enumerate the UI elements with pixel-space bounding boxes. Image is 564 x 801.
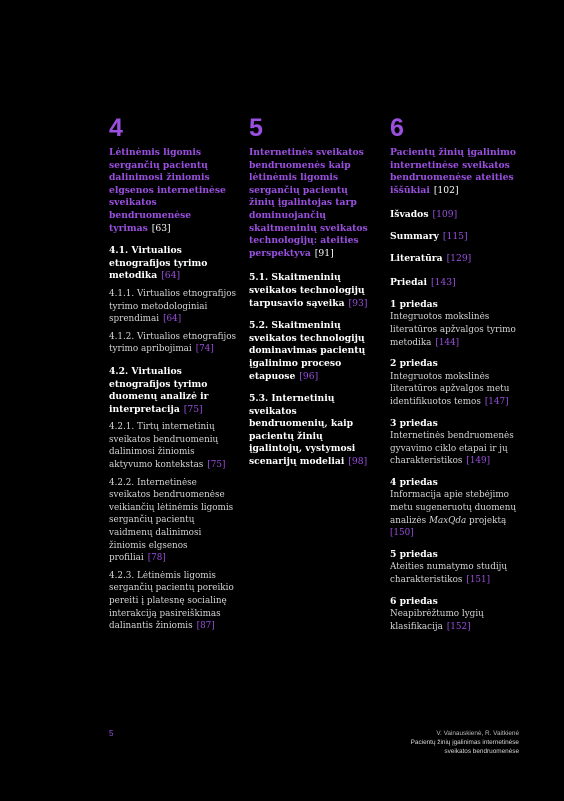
toc-column-chapter-4 — [109, 114, 239, 633]
toc-column-chapter-5 — [249, 114, 374, 469]
footer-title-line-1: Pacientų žinių įgalinimas internetinėse — [410, 739, 519, 746]
page-ref: [144] — [435, 337, 460, 348]
page-ref: [96] — [299, 370, 319, 382]
page-ref: [78] — [147, 553, 166, 564]
page-ref: [74] — [195, 344, 214, 355]
conclusions-link[interactable]: Išvados [109] — [390, 209, 458, 221]
appendix-entry[interactable]: Integruotos mokslinės literatūros apžvalgos tyrimo metodika [144] — [390, 312, 516, 348]
appendix-heading: 3 priedas — [390, 417, 438, 429]
page-ref: [93] — [348, 297, 368, 309]
summary-link[interactable]: Summary [115] — [390, 230, 468, 242]
subsection-title[interactable]: 4.2.1. Tirtų internetinių sveikatos bendruomenių dalinimosi žiniomis aktyvumo kontekstas [75] — [109, 422, 226, 471]
appendix-entry[interactable]: Ateities numatymo studijų charakteristikos [151] — [390, 562, 508, 586]
page-ref: [98] — [348, 456, 368, 468]
footer-authors: V. Vainauskienė, R. Vaitkienė — [436, 730, 519, 737]
page-ref: [102] — [433, 184, 459, 196]
page-ref: [63] — [151, 222, 171, 234]
chapter-title[interactable]: Pacientų žinių įgalinimo internetinėse sveikatos bendruomenėse ateities iššūkiai [102] — [390, 147, 516, 196]
page-ref: [152] — [446, 621, 471, 632]
subsection-title[interactable]: 4.2.2. Internetinėse sveikatos bendruomenėse veikiančių lėtinėmis ligomis sergančių pacientų vaidmenų dalinimosi žiniomis elgsenos profiliai [78] — [109, 477, 234, 564]
page-ref: [115] — [442, 230, 468, 242]
software-name: MaxQda — [428, 515, 467, 526]
section-title[interactable]: 5.1. Skaitmeninių sveikatos technologijų tarpusavio sąveika [93] — [249, 272, 368, 309]
subsection-title[interactable]: 4.1.2. Virtualios etnografijos tyrimo apribojimai [74] — [109, 331, 237, 355]
page-ref: [147] — [484, 396, 509, 407]
page-ref: [151] — [466, 575, 491, 586]
appendix-entry[interactable]: Informacija apie stebėjimo metu sugeneruotų duomenų analizės MaxQda projektą [150] — [390, 490, 517, 539]
footer-title-line-2: sveikatos bendruomenėse — [444, 748, 519, 755]
chapter-number: 5 — [249, 114, 263, 142]
appendix-heading: 1 priedas — [390, 298, 438, 310]
toc-column-chapter-6 — [390, 114, 520, 633]
appendix-entry[interactable]: Internetinės bendruomenės gyvavimo ciklo etapai ir jų charakteristikos [149] — [390, 431, 514, 467]
page-ref: [150] — [390, 528, 414, 539]
page-ref: [87] — [196, 621, 215, 632]
page-ref: [64] — [163, 314, 182, 325]
appendices-heading[interactable]: Priedai [143] — [390, 277, 456, 289]
page-ref: [143] — [430, 277, 456, 289]
page-ref: [149] — [466, 456, 491, 467]
appendix-heading: 4 priedas — [390, 476, 438, 488]
page-ref: [91] — [314, 247, 334, 259]
chapter-title[interactable]: Lėtinėmis ligomis sergančių pacientų dalinimosi žiniomis elgsenos internetinėse sveikatos bendruomenėse tyrimas [63] — [109, 147, 226, 234]
chapter-number: 4 — [109, 114, 123, 142]
page-ref: [64] — [161, 270, 181, 282]
section-title[interactable]: 5.3. Internetinių sveikatos bendruomenių, kaip pacientų žinių įgalintojų, vystymosi scenarijų modeliai [98] — [249, 393, 368, 468]
chapter-number: 6 — [390, 114, 404, 142]
appendix-entry[interactable]: Neapibrėžtumo lygių klasifikacija [152] — [390, 609, 484, 632]
page-ref: [75] — [207, 460, 226, 471]
literature-link[interactable]: Literatūra [129] — [390, 252, 472, 264]
appendix-heading: 2 priedas — [390, 358, 438, 370]
appendix-heading: 5 priedas — [390, 548, 438, 560]
page-ref: [109] — [432, 209, 458, 221]
page-number: 5 — [109, 729, 114, 738]
running-footer — [411, 729, 519, 756]
section-title[interactable]: 5.2. Skaitmeninių sveikatos technologijų dominavimas pacientų įgalinimo proceso etapuose [96] — [249, 320, 366, 382]
page-ref: [129] — [446, 252, 472, 264]
subsection-title[interactable]: 4.1.1. Virtualios etnografijos tyrimo metodologiniai sprendimai [64] — [109, 288, 237, 325]
appendix-entry[interactable]: Integruotos mokslinės literatūros apžvalgos metu identifikuotos temos [147] — [390, 371, 510, 407]
page-ref: [75] — [183, 403, 203, 415]
chapter-title[interactable]: Internetinės sveikatos bendruomenės kaip lėtinėmis ligomis sergančių pacientų žinių įgalintojas tarp dominuojančių skaitmeninių sveikatos technologijų: ateities perspektyva [91] — [249, 147, 368, 259]
section-title[interactable]: 4.2. Virtualios etnografijos tyrimo duomenų analizė ir interpretacija [75] — [109, 365, 209, 415]
subsection-title[interactable]: 4.2.3. Lėtinėmis ligomis sergančių pacientų poreikio pereiti į platesnę socialinę interakciją pasireiškimas dalinantis žiniomis [87] — [109, 570, 234, 632]
appendix-heading: 6 priedas — [390, 595, 438, 607]
section-title[interactable]: 4.1. Virtualios etnografijos tyrimo metodika [64] — [109, 245, 208, 282]
